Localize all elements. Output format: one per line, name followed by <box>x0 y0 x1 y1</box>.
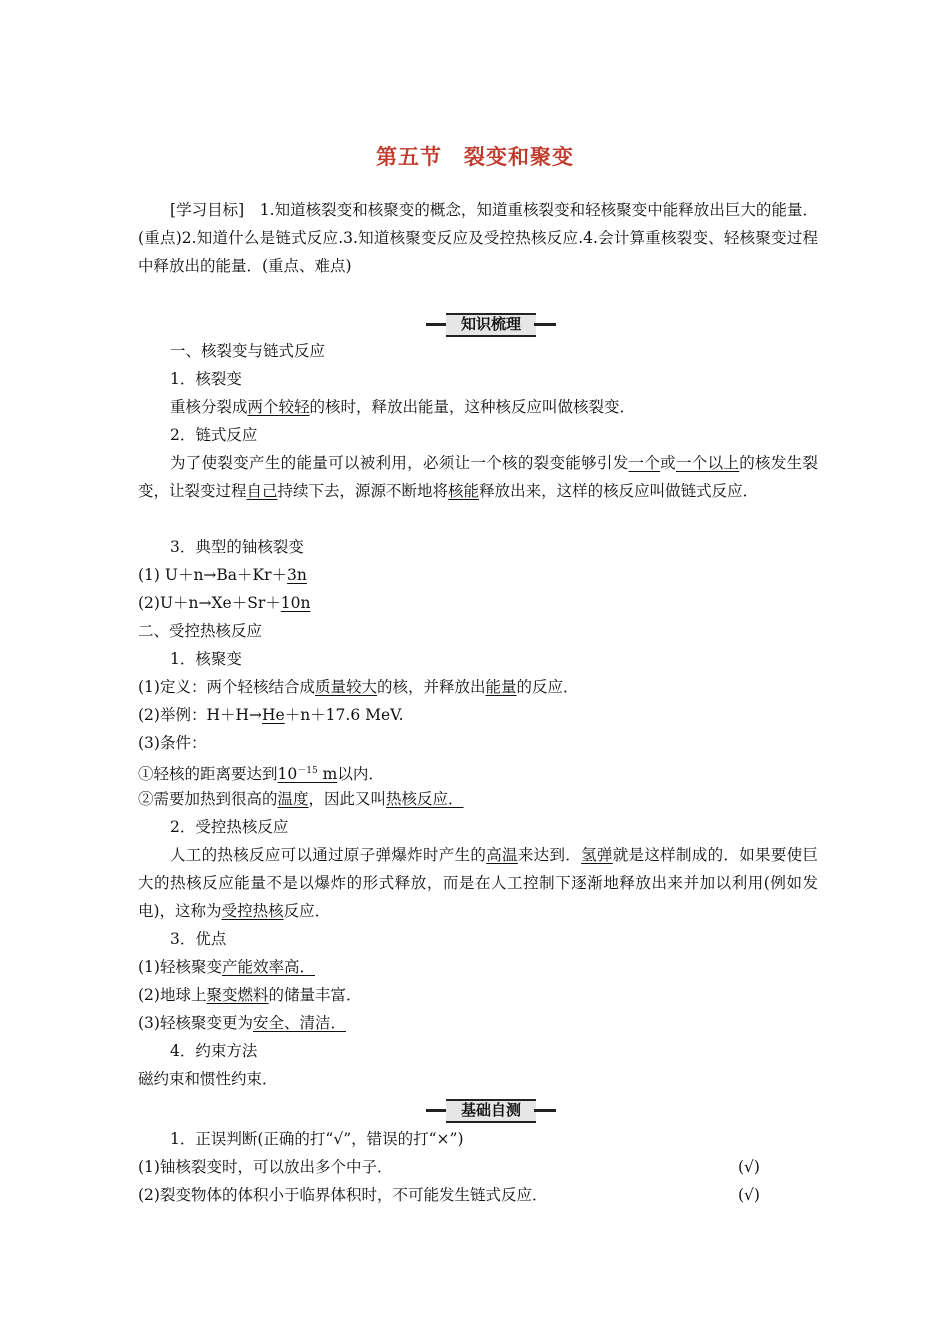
confinement-methods: 磁约束和惯性约束． <box>138 1070 278 1088</box>
controlled-paragraph: 人工的热核反应可以通过原子弹爆炸时产生的高温来达到．氢弹就是这样制成的．如果要使巨大的热核反应能量不是以爆炸的形式释放，而是在人工控制下逐渐地释放出来并加以利用(例如发电)，这称为受控热核反应． <box>138 846 818 920</box>
advantage-3: (3)轻核聚变更为安全、清洁． <box>138 1014 346 1032</box>
advantage-2: (2)地球上聚变燃料的储量丰富． <box>138 986 362 1004</box>
question-item-1: (1)铀核裂变时，可以放出多个中子． <box>138 1158 393 1176</box>
condition-1: ①轻核的距离要达到$10^{-15}$ m以内． <box>138 765 384 783</box>
condition-2: ②需要加热到很高的温度，因此又叫热核反应． <box>138 790 464 808</box>
learning-goals: [学习目标] 1.知道核裂变和核聚变的概念，知道重核裂变和轻核聚变中能释放出巨大的能量．(重点)2.知道什么是链式反应.3.知道核聚变反应及受控热核反应.4.会计算重核裂变、轻核聚变过程中释放出的能量．(重点、难点) <box>138 201 818 275</box>
fusion-conditions: (3)条件： <box>138 734 207 752</box>
reaction-1: (1) U＋n→Ba＋Kr＋3n <box>138 566 307 584</box>
subheading-uranium: 3．典型的铀核裂变 <box>170 538 304 556</box>
banner-knowledge-label: 知识梳理 <box>460 315 521 333</box>
fusion-example: (2)举例：H＋H→He＋n＋17.6 MeV. <box>138 706 404 724</box>
banner-knowledge <box>426 311 556 337</box>
section-name: 裂变和聚变 <box>464 145 574 169</box>
subheading-fission: 1．核裂变 <box>170 370 242 388</box>
page-title <box>0 141 950 171</box>
subheading-controlled: 2．受控热核反应 <box>170 818 289 836</box>
heading-fusion: 二、受控热核反应 <box>138 622 263 640</box>
subheading-fusion: 1．核聚变 <box>170 650 242 668</box>
section-number: 第五节 <box>376 145 442 169</box>
fission-definition: 重核分裂成两个较轻的核时，释放出能量，这种核反应叫做核裂变． <box>170 398 636 416</box>
question-heading: 1．正误判断(正确的打“√”，错误的打“×”) <box>170 1130 464 1148</box>
chain-reaction-paragraph: 为了使裂变产生的能量可以被利用，必须让一个核的裂变能够引发一个或一个以上的核发生裂变，让裂变过程自己持续下去，源源不断地将核能释放出来，这样的核反应叫做链式反应． <box>138 454 818 500</box>
reaction-2: (2)U＋n→Xe＋Sr＋10n <box>138 594 311 612</box>
banner-selftest <box>426 1097 556 1123</box>
answer-mark-2: (√) <box>738 1186 760 1204</box>
banner-selftest-label: 基础自测 <box>460 1101 521 1119</box>
fusion-definition: (1)定义：两个轻核结合成质量较大的核，并释放出能量的反应． <box>138 678 579 696</box>
advantage-1: (1)轻核聚变产能效率高． <box>138 958 315 976</box>
subheading-chain: 2．链式反应 <box>170 426 258 444</box>
answer-mark-1: (√) <box>738 1158 760 1176</box>
subheading-confinement: 4．约束方法 <box>170 1042 258 1060</box>
question-item-2: (2)裂变物体的体积小于临界体积时，不可能发生链式反应． <box>138 1186 548 1204</box>
subheading-advantages: 3．优点 <box>170 930 227 948</box>
heading-fission: 一、核裂变与链式反应 <box>170 342 326 360</box>
